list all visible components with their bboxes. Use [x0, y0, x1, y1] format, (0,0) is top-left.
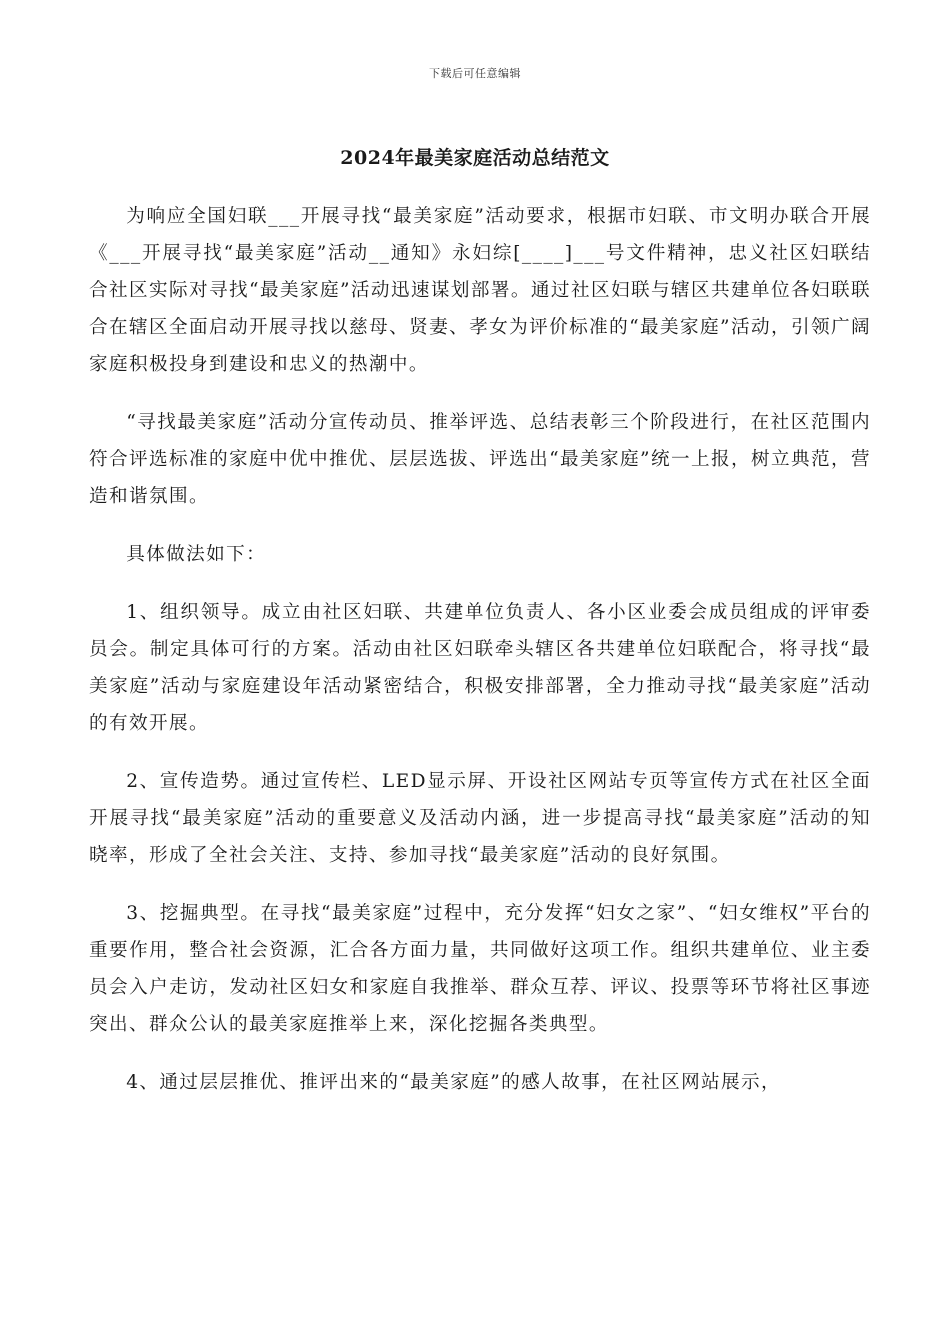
paragraph: “寻找最美家庭”活动分宣传动员、推举评选、总结表彰三个阶段进行，在社区范围内符合评选标准的家庭中优中推优、层层选拔、评选出“最美家庭”统一上报，树立典范，营造和谐氛围。: [89, 412, 871, 507]
paragraph: 1、组织领导。成立由社区妇联、共建单位负责人、各小区业委会成员组成的评审委员会。制定具体可行的方案。活动由社区妇联牵头辖区各共建单位妇联配合，将寻找“最美家庭”活动与家庭建设年活动紧密结合，积极安排部署，全力推动寻找“最美家庭”活动的有效开展。: [89, 602, 871, 734]
paragraph: 具体做法如下：: [126, 544, 267, 565]
paragraph: 3、挖掘典型。在寻找“最美家庭”过程中，充分发挥“妇女之家”、“妇女维权”平台的重要作用，整合社会资源，汇合各方面力量，共同做好这项工作。组织共建单位、业主委员会入户走访，发动社区妇女和家庭自我推举、群众互荐、评议、投票等环节将社区事迹突出、群众公认的最美家庭推举上来，深化挖掘各类典型。: [89, 903, 871, 1035]
document-body: [89, 198, 871, 1122]
paragraph: 4、通过层层推优、推评出来的“最美家庭”的感人故事，在社区网站展示，: [126, 1072, 782, 1093]
paragraph: 为响应全国妇联___开展寻找“最美家庭”活动要求，根据市妇联、市文明办联合开展《___开展寻找“最美家庭”活动__通知》永妇综[____]___号文件精神，忠义社区妇联结合社区实际对寻找“最美家庭”活动迅速谋划部署。通过社区妇联与辖区共建单位各妇联联合在辖区全面启动开展寻找以慈母、贤妻、孝女为评价标准的“最美家庭”活动，引领广阔家庭积极投身到建设和忠义的热潮中。: [89, 206, 871, 375]
document-title: 2024年最美家庭活动总结范文: [340, 147, 610, 169]
paragraph: 2、宣传造势。通过宣传栏、LED显示屏、开设社区网站专页等宣传方式在社区全面开展寻找“最美家庭”活动的重要意义及活动内涵，进一步提高寻找“最美家庭”活动的知晓率，形成了全社会关注、支持、参加寻找“最美家庭”活动的良好氛围。: [89, 771, 871, 866]
header-note: 下载后可任意编辑: [429, 67, 521, 80]
